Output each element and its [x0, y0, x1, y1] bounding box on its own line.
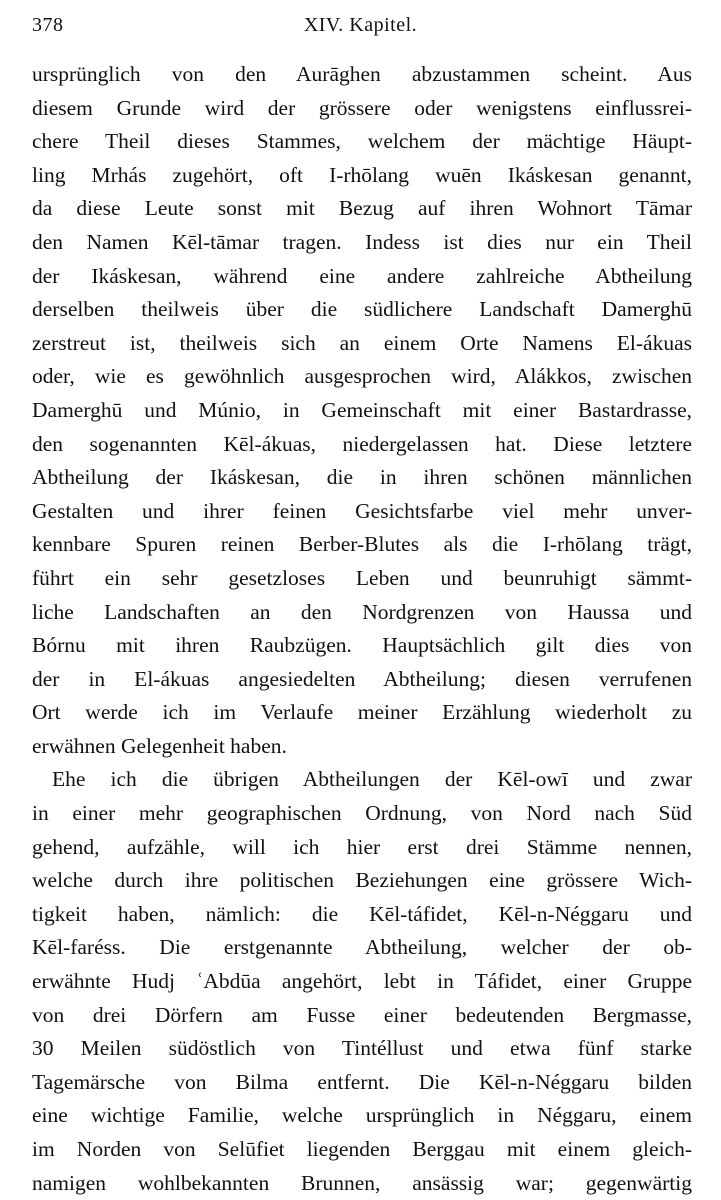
text-line: Tagemärsche von Bilma entfernt. Die Kēl-n-Néggaru bilden [32, 1069, 692, 1094]
text-line: namigen wohlbekannten Brunnen, ansässig war; gegenwärtig [32, 1170, 692, 1195]
text-line: 30 Meilen südöstlich von Tintéllust und etwa fünf starke [32, 1036, 692, 1061]
text-line: der Ikáskesan, während eine andere zahlreiche Abtheilung [32, 263, 692, 288]
text-line: ursprünglich von den Aurāghen abzustammen scheint. Aus [32, 62, 692, 86]
text-line: zerstreut ist, theilweis sich an einem Orte Namens El-ákuas [32, 330, 692, 355]
text-line: Gestalten und ihrer feinen Gesichtsfarbe viel mehr unver- [32, 498, 692, 523]
text-line: erwähnte Hudj ʿAbdūa angehört, lebt in Táfidet, einer Gruppe [32, 969, 692, 994]
text-line: im Norden von Selūfiet liegenden Berggau mit einem gleich- [32, 1137, 692, 1161]
text-line: der in El-ákuas angesiedelten Abtheilung; diesen verrufenen [32, 666, 692, 691]
running-head: XIV. Kapitel. [303, 14, 418, 36]
text-line: tigkeit haben, nämlich: die Kēl-táfidet, Kēl-n-Néggaru und [32, 901, 692, 926]
text-line: diesem Grunde wird der grössere oder wenigstens einflussrei- [32, 95, 692, 120]
page-number: 378 [32, 14, 64, 36]
text-line: chere Theil dieses Stammes, welchem der mächtige Häupt- [32, 129, 692, 154]
text-line: liche Landschaften an den Nordgrenzen von Haussa und [32, 599, 692, 624]
text-line: eine wichtige Familie, welche ursprünglich in Néggaru, einem [32, 1103, 692, 1128]
text-line: derselben theilweis über die südlichere Landschaft Damerghū [32, 297, 692, 322]
text-line: Ort werde ich im Verlaufe meiner Erzählung wiederholt zu [32, 700, 692, 725]
text-line: kennbare Spuren reinen Berber-Blutes als die I-rhōlang trägt, [32, 532, 692, 557]
text-line: den sogenannten Kēl-ákuas, niedergelassen hat. Diese letztere [32, 431, 692, 456]
page-header [32, 14, 689, 44]
text-line: ling Mrhás zugehört, oft I-rhōlang wuēn Ikáskesan genannt, [32, 162, 692, 187]
text-line: Damerghū und Múnio, in Gemeinschaft mit einer Bastardrasse, [32, 397, 692, 422]
body-text [32, 58, 692, 1200]
text-line: den Namen Kēl-tāmar tragen. Indess ist dies nur ein Theil [32, 229, 692, 254]
text-line: Bórnu mit ihren Raubzügen. Hauptsächlich gilt dies von [32, 633, 692, 658]
text-line: oder, wie es gewöhnlich ausgesprochen wird, Alákkos, zwischen [32, 364, 692, 389]
text-line: Kēl-faréss. Die erstgenannte Abtheilung, welcher der ob- [32, 935, 692, 960]
paragraph-start-line: Ehe ich die übrigen Abtheilungen der Kēl-owī und zwar [52, 767, 692, 792]
paragraph-end-line: erwähnen Gelegenheit haben. [32, 733, 287, 758]
text-line: von drei Dörfern am Fusse einer bedeutenden Bergmasse, [32, 1002, 692, 1027]
text-line: Abtheilung der Ikáskesan, die in ihren schönen männlichen [32, 465, 692, 490]
text-line: welche durch ihre politischen Beziehungen eine grössere Wich- [32, 868, 692, 893]
text-line: in einer mehr geographischen Ordnung, von Nord nach Süd [32, 801, 692, 826]
text-line: führt ein sehr gesetzloses Leben und beunruhigt sämmt- [32, 565, 692, 590]
text-line: gehend, aufzähle, will ich hier erst drei Stämme nennen, [32, 834, 692, 859]
text-line: da diese Leute sonst mit Bezug auf ihren Wohnort Tāmar [32, 196, 692, 221]
